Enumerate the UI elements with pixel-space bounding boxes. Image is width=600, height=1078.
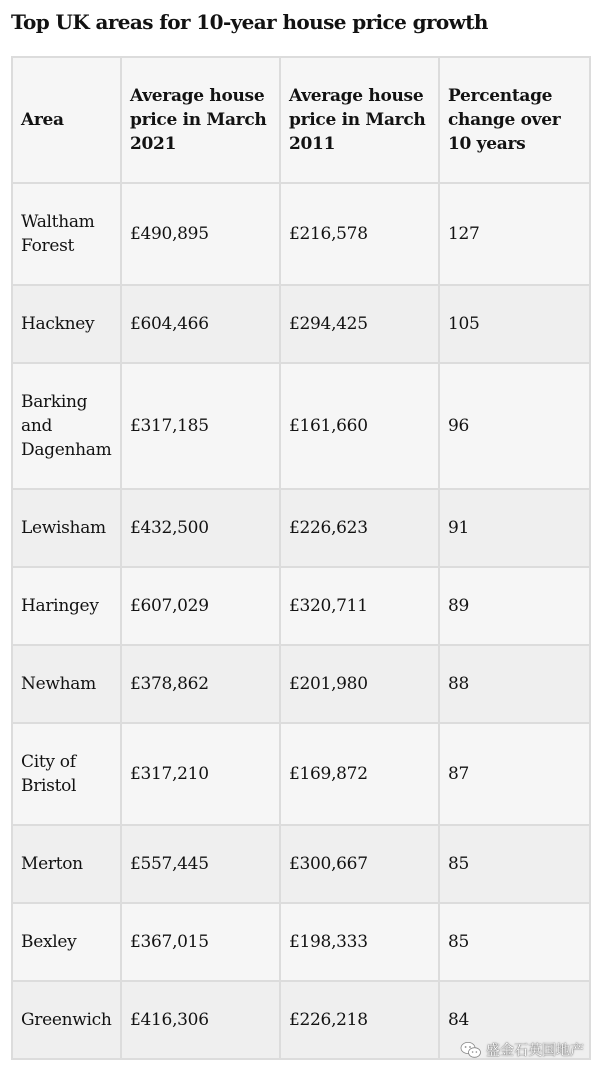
cell-price-2021: £490,895 [121, 183, 280, 285]
cell-price-2011: £226,623 [280, 489, 439, 567]
cell-area: Haringey [12, 567, 121, 645]
header-price-2021: Average house price in March 2021 [121, 57, 280, 183]
cell-price-2011: £226,218 [280, 981, 439, 1059]
table-header-row [12, 57, 590, 183]
cell-price-2021: £317,185 [121, 363, 280, 489]
cell-area: Waltham Forest [12, 183, 121, 285]
table-row [12, 645, 590, 723]
cell-area: Merton [12, 825, 121, 903]
cell-price-2021: £317,210 [121, 723, 280, 825]
cell-price-2011: £294,425 [280, 285, 439, 363]
cell-change: 127 [439, 183, 590, 285]
cell-area: City of Bristol [12, 723, 121, 825]
cell-area: Bexley [12, 903, 121, 981]
cell-area: Lewisham [12, 489, 121, 567]
cell-area: Greenwich [12, 981, 121, 1059]
cell-price-2011: £161,660 [280, 363, 439, 489]
table-row [12, 903, 590, 981]
cell-price-2011: £320,711 [280, 567, 439, 645]
cell-price-2021: £378,862 [121, 645, 280, 723]
table-row [12, 723, 590, 825]
watermark [460, 1040, 584, 1060]
cell-change: 91 [439, 489, 590, 567]
cell-change: 96 [439, 363, 590, 489]
cell-price-2011: £169,872 [280, 723, 439, 825]
header-percentage-change: Percentage change over 10 years [439, 57, 590, 183]
cell-price-2021: £607,029 [121, 567, 280, 645]
cell-price-2011: £198,333 [280, 903, 439, 981]
cell-price-2021: £367,015 [121, 903, 280, 981]
cell-price-2021: £416,306 [121, 981, 280, 1059]
house-price-table [11, 56, 591, 1060]
cell-area: Newham [12, 645, 121, 723]
cell-price-2011: £201,980 [280, 645, 439, 723]
header-price-2011: Average house price in March 2011 [280, 57, 439, 183]
table-row [12, 183, 590, 285]
cell-area: Hackney [12, 285, 121, 363]
table-row [12, 489, 590, 567]
cell-change: 85 [439, 903, 590, 981]
cell-change: 85 [439, 825, 590, 903]
cell-change: 88 [439, 645, 590, 723]
cell-price-2021: £432,500 [121, 489, 280, 567]
cell-price-2011: £300,667 [280, 825, 439, 903]
watermark-text: 盛金石英国地产 [486, 1043, 584, 1059]
table-row [12, 567, 590, 645]
cell-price-2021: £557,445 [121, 825, 280, 903]
cell-price-2021: £604,466 [121, 285, 280, 363]
cell-change: 89 [439, 567, 590, 645]
header-area: Area [12, 57, 121, 183]
cell-change: 87 [439, 723, 590, 825]
cell-area: Barking and Dagenham [12, 363, 121, 489]
cell-change: 105 [439, 285, 590, 363]
wechat-icon [460, 1041, 482, 1059]
page-title: Top UK areas for 10-year house price growth [11, 10, 488, 34]
table-row [12, 825, 590, 903]
table-row [12, 285, 590, 363]
cell-change: 84 [439, 981, 590, 1059]
cell-price-2011: £216,578 [280, 183, 439, 285]
table-row [12, 363, 590, 489]
